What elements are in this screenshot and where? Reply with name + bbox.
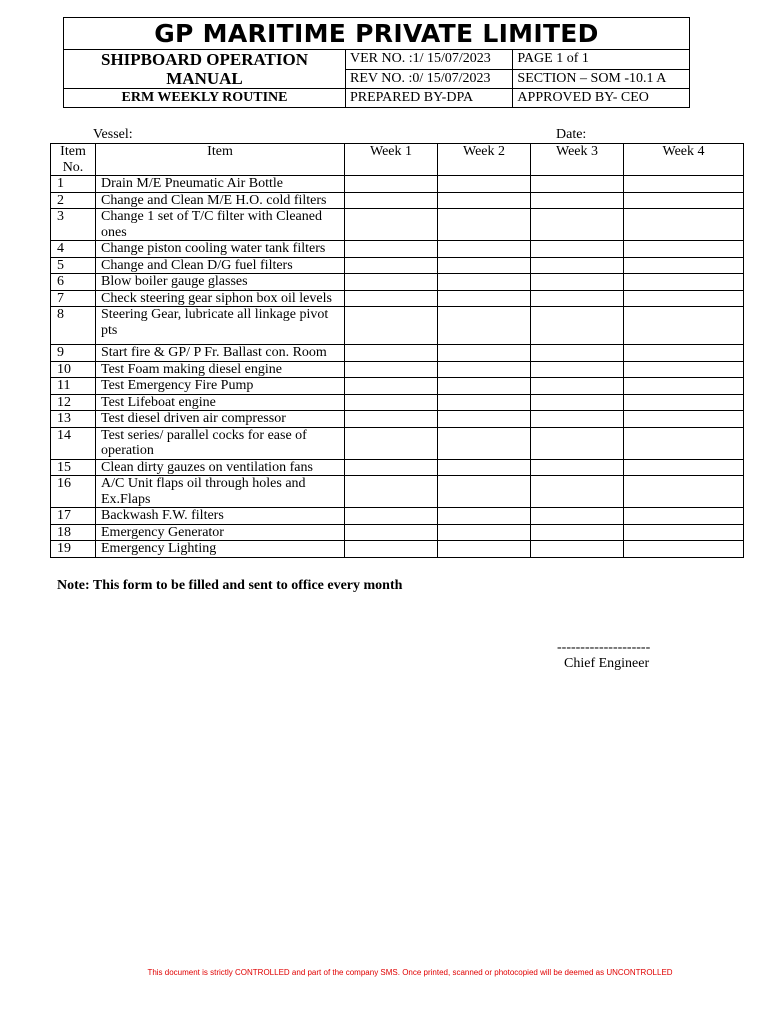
item-number-cell: 7 (51, 290, 96, 307)
week-2-cell[interactable] (438, 192, 531, 209)
item-description-cell: Test Foam making diesel engine (96, 361, 345, 378)
table-row (51, 209, 744, 241)
week-4-cell[interactable] (624, 427, 744, 459)
week-3-cell[interactable] (531, 508, 624, 525)
item-description-cell: Clean dirty gauzes on ventilation fans (96, 459, 345, 476)
week-1-cell[interactable] (345, 209, 438, 241)
table-header-row (51, 144, 744, 176)
week-4-cell[interactable] (624, 176, 744, 193)
week-4-cell[interactable] (624, 307, 744, 345)
week-2-cell[interactable] (438, 176, 531, 193)
item-description-cell: Change and Clean M/E H.O. cold filters (96, 192, 345, 209)
week-3-cell[interactable] (531, 524, 624, 541)
week-1-cell[interactable] (345, 290, 438, 307)
week-2-cell[interactable] (438, 394, 531, 411)
column-header-week-2: Week 2 (438, 144, 531, 176)
week-1-cell[interactable] (345, 378, 438, 395)
item-description-cell: Emergency Generator (96, 524, 345, 541)
week-4-cell[interactable] (624, 508, 744, 525)
week-1-cell[interactable] (345, 524, 438, 541)
date-label: Date: (556, 127, 587, 142)
week-2-cell[interactable] (438, 345, 531, 362)
item-description-cell: Test series/ parallel cocks for ease of operation (96, 427, 345, 459)
week-1-cell[interactable] (345, 361, 438, 378)
week-2-cell[interactable] (438, 476, 531, 508)
week-2-cell[interactable] (438, 508, 531, 525)
week-2-cell[interactable] (438, 427, 531, 459)
item-description-cell: Emergency Lighting (96, 541, 345, 558)
week-3-cell[interactable] (531, 394, 624, 411)
item-description-cell: Steering Gear, lubricate all linkage pivot pts (96, 307, 345, 345)
item-description-cell: Change piston cooling water tank filters (96, 241, 345, 258)
week-4-cell[interactable] (624, 476, 744, 508)
week-3-cell[interactable] (531, 476, 624, 508)
week-3-cell[interactable] (531, 257, 624, 274)
item-number-cell: 11 (51, 378, 96, 395)
week-3-cell[interactable] (531, 307, 624, 345)
table-row (51, 524, 744, 541)
item-description-cell: Test Lifeboat engine (96, 394, 345, 411)
week-2-cell[interactable] (438, 241, 531, 258)
week-3-cell[interactable] (531, 290, 624, 307)
table-row (51, 345, 744, 362)
signature-line: -------------------- (557, 640, 651, 655)
item-description-cell: Drain M/E Pneumatic Air Bottle (96, 176, 345, 193)
table-row (51, 508, 744, 525)
week-3-cell[interactable] (531, 378, 624, 395)
column-header-item: Item (96, 144, 345, 176)
week-1-cell[interactable] (345, 394, 438, 411)
table-row (51, 427, 744, 459)
table-row (51, 411, 744, 428)
week-1-cell[interactable] (345, 257, 438, 274)
week-2-cell[interactable] (438, 459, 531, 476)
week-3-cell[interactable] (531, 209, 624, 241)
week-1-cell[interactable] (345, 241, 438, 258)
week-1-cell[interactable] (345, 476, 438, 508)
item-number-cell: 19 (51, 541, 96, 558)
week-4-cell[interactable] (624, 290, 744, 307)
page-number: PAGE 1 of 1 (513, 50, 690, 70)
table-row (51, 541, 744, 558)
week-4-cell[interactable] (624, 192, 744, 209)
table-row (51, 378, 744, 395)
item-number-cell: 1 (51, 176, 96, 193)
item-number-cell: 4 (51, 241, 96, 258)
item-description-cell: Start fire & GP/ P Fr. Ballast con. Room (96, 345, 345, 362)
item-number-cell: 8 (51, 307, 96, 345)
item-number-cell: 17 (51, 508, 96, 525)
week-4-cell[interactable] (624, 274, 744, 291)
week-3-cell[interactable] (531, 274, 624, 291)
week-2-cell[interactable] (438, 524, 531, 541)
week-2-cell[interactable] (438, 541, 531, 558)
prepared-by: PREPARED BY-DPA (346, 89, 513, 108)
item-number-cell: 6 (51, 274, 96, 291)
week-1-cell[interactable] (345, 541, 438, 558)
manual-title: SHIPBOARD OPERATION MANUAL (64, 50, 346, 89)
weekly-routine-table (50, 143, 744, 558)
week-4-cell[interactable] (624, 524, 744, 541)
column-header-week-1: Week 1 (345, 144, 438, 176)
week-1-cell[interactable] (345, 176, 438, 193)
item-number-cell: 15 (51, 459, 96, 476)
week-2-cell[interactable] (438, 209, 531, 241)
table-row (51, 476, 744, 508)
column-header-week-3: Week 3 (531, 144, 624, 176)
item-number-cell: 14 (51, 427, 96, 459)
week-4-cell[interactable] (624, 378, 744, 395)
signatory-title: Chief Engineer (564, 656, 650, 671)
item-description-cell: Check steering gear siphon box oil levels (96, 290, 345, 307)
item-description-cell: Test diesel driven air compressor (96, 411, 345, 428)
week-1-cell[interactable] (345, 508, 438, 525)
item-number-cell: 2 (51, 192, 96, 209)
section-number: SECTION – SOM -10.1 A (513, 69, 690, 89)
item-description-cell: A/C Unit flaps oil through holes and Ex.Flaps (96, 476, 345, 508)
week-3-cell[interactable] (531, 176, 624, 193)
revision-number: REV NO. :0/ 15/07/2023 (346, 69, 513, 89)
week-1-cell[interactable] (345, 459, 438, 476)
table-row (51, 241, 744, 258)
controlled-document-footer: This document is strictly CONTROLLED and part of the company SMS. Once printed, scanned or photocopied will be deemed as UNCONTROLLED (147, 968, 673, 977)
week-2-cell[interactable] (438, 307, 531, 345)
week-4-cell[interactable] (624, 459, 744, 476)
routine-title: ERM WEEKLY ROUTINE (64, 89, 346, 108)
week-4-cell[interactable] (624, 361, 744, 378)
table-row (51, 274, 744, 291)
week-1-cell[interactable] (345, 345, 438, 362)
week-3-cell[interactable] (531, 345, 624, 362)
table-row (51, 176, 744, 193)
company-name: GP MARITIME PRIVATE LIMITED (64, 18, 690, 50)
item-number-cell: 18 (51, 524, 96, 541)
table-row (51, 257, 744, 274)
week-2-cell[interactable] (438, 257, 531, 274)
item-description-cell: Change 1 set of T/C filter with Cleaned ones (96, 209, 345, 241)
week-4-cell[interactable] (624, 209, 744, 241)
table-row (51, 394, 744, 411)
week-3-cell[interactable] (531, 411, 624, 428)
item-number-cell: 16 (51, 476, 96, 508)
table-row (51, 290, 744, 307)
column-header-week-4: Week 4 (624, 144, 744, 176)
item-description-cell: Blow boiler gauge glasses (96, 274, 345, 291)
item-description-cell: Backwash F.W. filters (96, 508, 345, 525)
week-4-cell[interactable] (624, 241, 744, 258)
week-2-cell[interactable] (438, 378, 531, 395)
week-1-cell[interactable] (345, 411, 438, 428)
column-header-item-no: Item No. (51, 144, 96, 176)
week-4-cell[interactable] (624, 345, 744, 362)
vessel-label: Vessel: (93, 127, 133, 142)
week-2-cell[interactable] (438, 361, 531, 378)
week-3-cell[interactable] (531, 192, 624, 209)
table-row (51, 192, 744, 209)
item-description-cell: Change and Clean D/G fuel filters (96, 257, 345, 274)
item-number-cell: 13 (51, 411, 96, 428)
week-3-cell[interactable] (531, 361, 624, 378)
week-1-cell[interactable] (345, 427, 438, 459)
form-note: Note: This form to be filled and sent to office every month (57, 578, 403, 593)
week-2-cell[interactable] (438, 411, 531, 428)
item-number-cell: 3 (51, 209, 96, 241)
approved-by: APPROVED BY- CEO (513, 89, 690, 108)
week-4-cell[interactable] (624, 257, 744, 274)
week-3-cell[interactable] (531, 241, 624, 258)
week-4-cell[interactable] (624, 394, 744, 411)
week-2-cell[interactable] (438, 290, 531, 307)
table-row (51, 361, 744, 378)
item-number-cell: 5 (51, 257, 96, 274)
week-3-cell[interactable] (531, 427, 624, 459)
version-number: VER NO. :1/ 15/07/2023 (346, 50, 513, 70)
week-3-cell[interactable] (531, 459, 624, 476)
table-row (51, 459, 744, 476)
item-number-cell: 12 (51, 394, 96, 411)
week-4-cell[interactable] (624, 541, 744, 558)
item-number-cell: 9 (51, 345, 96, 362)
item-number-cell: 10 (51, 361, 96, 378)
week-2-cell[interactable] (438, 274, 531, 291)
week-1-cell[interactable] (345, 307, 438, 345)
week-3-cell[interactable] (531, 541, 624, 558)
item-description-cell: Test Emergency Fire Pump (96, 378, 345, 395)
document-header (63, 17, 690, 108)
week-4-cell[interactable] (624, 411, 744, 428)
table-row (51, 307, 744, 345)
week-1-cell[interactable] (345, 192, 438, 209)
week-1-cell[interactable] (345, 274, 438, 291)
